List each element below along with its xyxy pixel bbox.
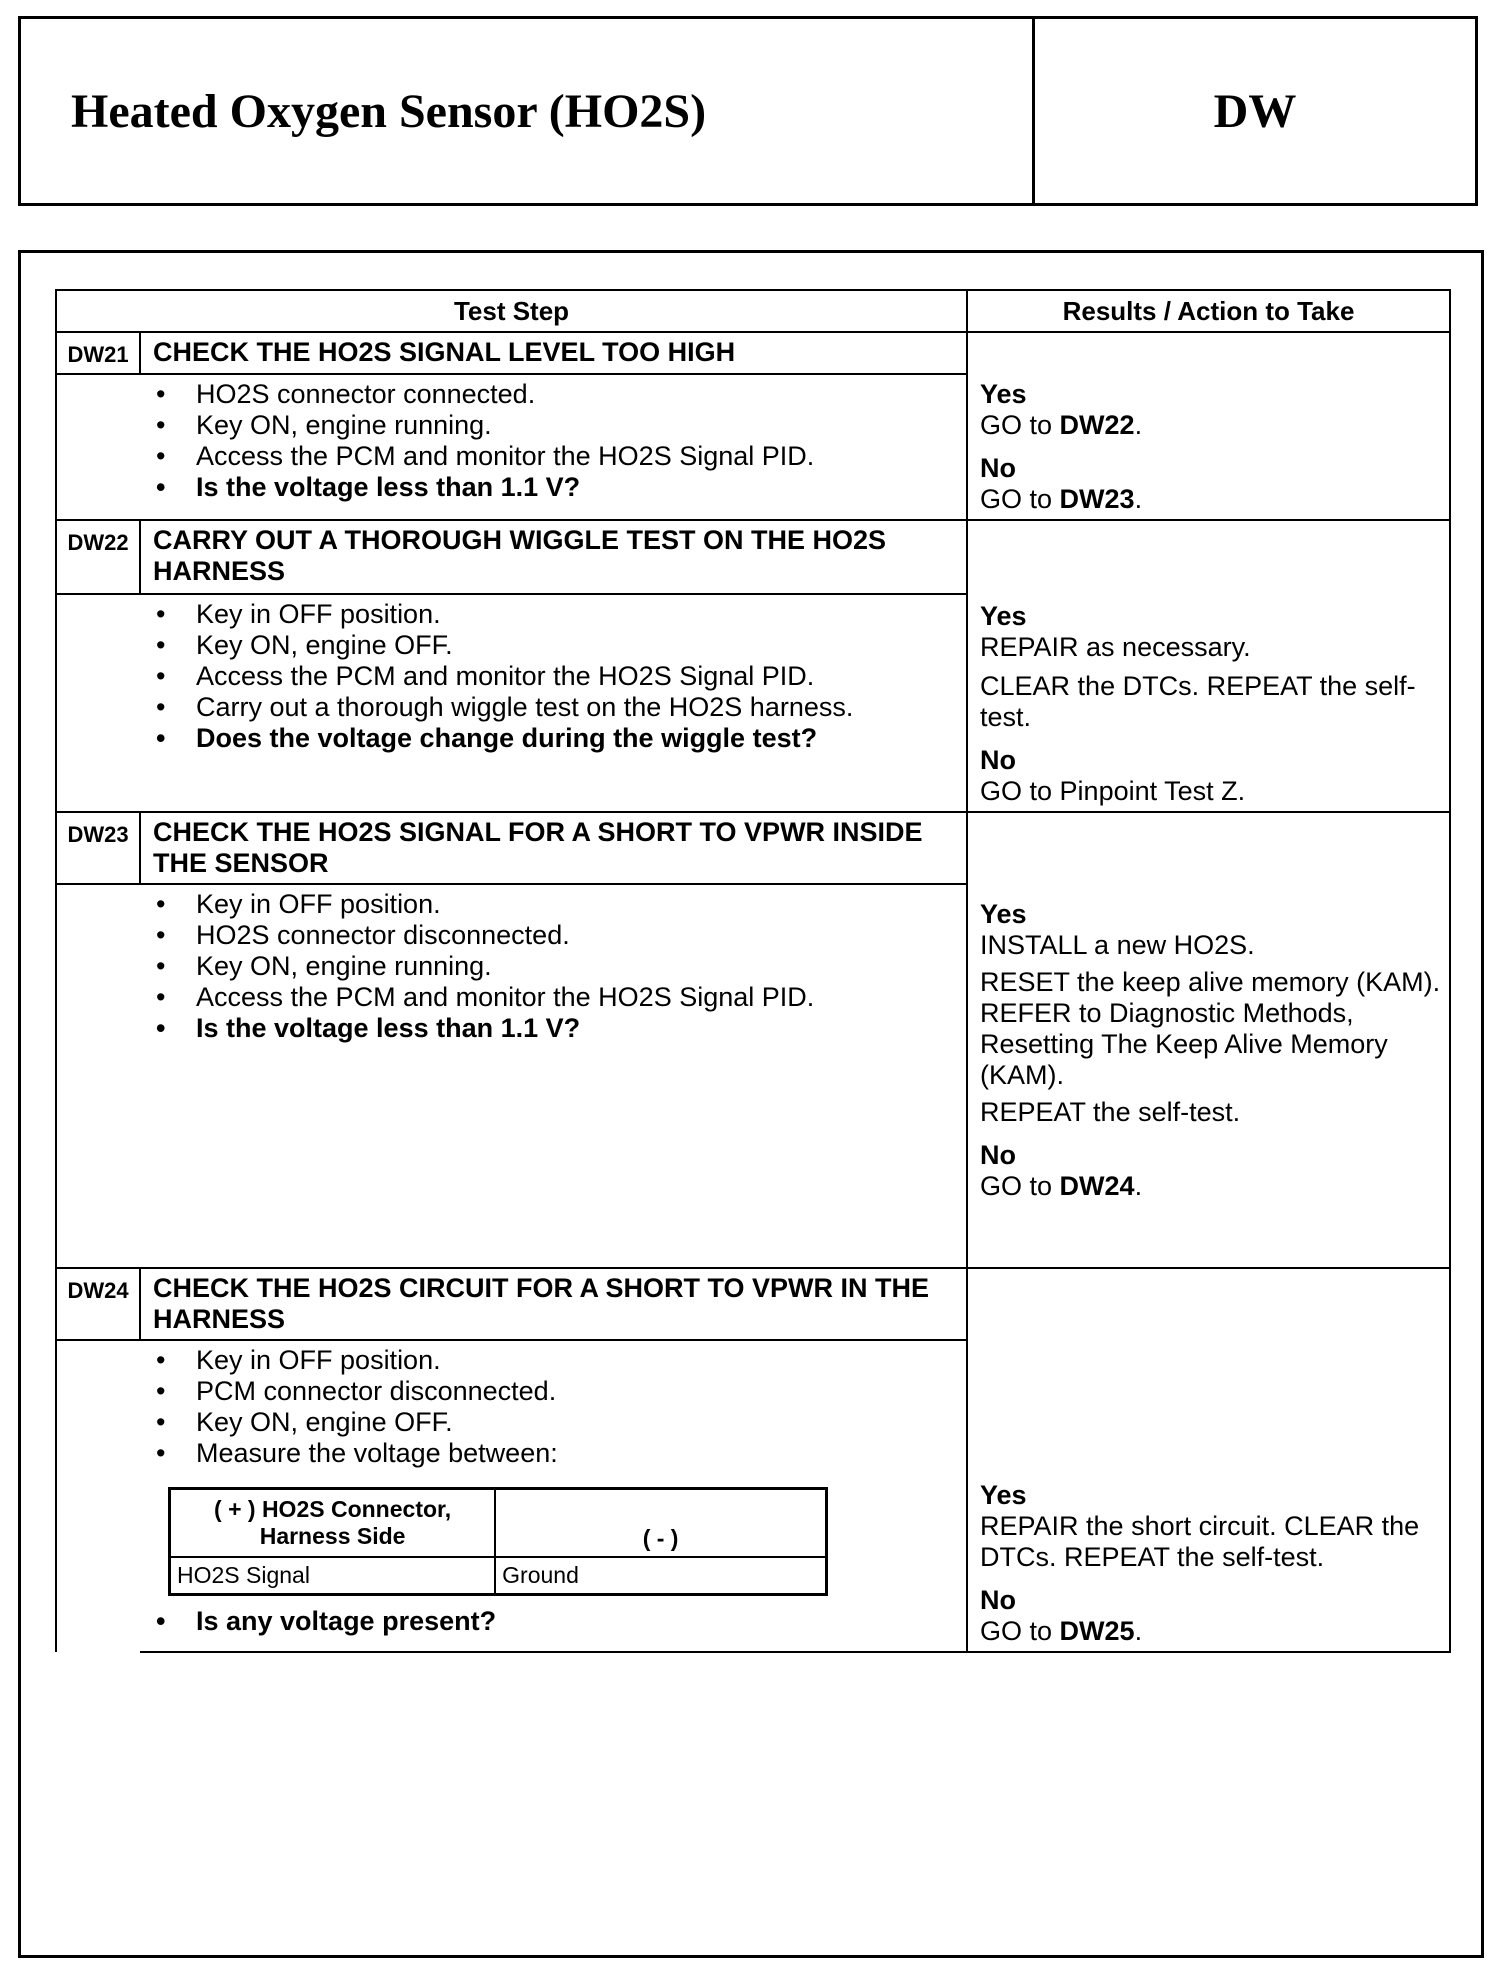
no-label: No [980, 1585, 1017, 1615]
content-frame [18, 250, 1484, 1958]
blank-cell [56, 374, 140, 520]
instruction-question: • Is the voltage less than 1.1 V? [196, 472, 956, 503]
instruction-item: • Key ON, engine running. [196, 951, 956, 982]
yes-action: RESET the keep alive memory (KAM). REFER to Diagnostic Methods, Resetting The Keep Alive Memory (KAM). [980, 967, 1441, 1090]
instruction-question: • Does the voltage change during the wiggle test? [196, 723, 956, 754]
page-header [18, 16, 1478, 206]
page-title: Heated Oxygen Sensor (HO2S) [71, 84, 707, 138]
step-instructions [140, 884, 967, 1268]
yes-action [980, 410, 1443, 441]
step-result [967, 812, 1450, 1268]
col-test-step: Test Step [56, 290, 967, 332]
no-ref: DW24 [1059, 1171, 1135, 1201]
section-code: DW [1032, 19, 1475, 203]
step-title: CARRY OUT A THOROUGH WIGGLE TEST ON THE HO2S HARNESS [140, 520, 967, 594]
instruction-item: • HO2S connector connected. [196, 379, 956, 410]
step-result [967, 332, 1450, 520]
blank-cell [56, 884, 140, 1268]
step-id: DW24 [56, 1268, 140, 1340]
no-action [980, 1616, 1443, 1647]
meas-col-positive: ( + ) HO2S Connector, Harness Side [170, 1489, 496, 1558]
step-title: CHECK THE HO2S SIGNAL FOR A SHORT TO VPWR INSIDE THE SENSOR [140, 812, 967, 884]
no-label: No [980, 1140, 1017, 1170]
measurement-table [168, 1487, 828, 1596]
instruction-question: • Is the voltage less than 1.1 V? [196, 1013, 956, 1044]
step-instructions [140, 374, 967, 520]
no-action [980, 1171, 1443, 1202]
instruction-item: • Measure the voltage between: [196, 1438, 956, 1469]
step-instructions [140, 594, 967, 812]
step-title-row [56, 520, 1450, 594]
instruction-item: • Key ON, engine OFF. [196, 630, 956, 661]
no-action: GO to Pinpoint Test Z. [980, 776, 1246, 806]
no-suffix: . [1134, 484, 1143, 514]
no-action [980, 484, 1443, 515]
yes-label: Yes [980, 601, 1027, 631]
yes-action: REPAIR as necessary. [980, 632, 1251, 662]
step-title-row [56, 332, 1450, 374]
yes-action: REPAIR the short circuit. CLEAR the DTCs. REPEAT the self-test. [980, 1511, 1420, 1572]
meas-cell-positive: HO2S Signal [170, 1557, 496, 1595]
yes-label: Yes [980, 899, 1027, 929]
instruction-item: • Key in OFF position. [196, 1345, 956, 1376]
step-title: CHECK THE HO2S SIGNAL LEVEL TOO HIGH [140, 332, 967, 374]
instruction-item: • HO2S connector disconnected. [196, 920, 956, 951]
no-prefix: GO to [980, 1616, 1060, 1646]
yes-prefix: GO to [980, 410, 1060, 440]
instruction-item: • PCM connector disconnected. [196, 1376, 956, 1407]
step-title-row [56, 812, 1450, 884]
yes-suffix: . [1134, 410, 1143, 440]
blank-cell [56, 594, 140, 812]
yes-action: CLEAR the DTCs. REPEAT the self-test. [980, 671, 1416, 732]
no-label: No [980, 453, 1017, 483]
step-instructions [140, 1340, 967, 1652]
instruction-item: • Access the PCM and monitor the HO2S Signal PID. [196, 982, 956, 1013]
step-id: DW23 [56, 812, 140, 884]
no-suffix: . [1134, 1171, 1143, 1201]
step-title: CHECK THE HO2S CIRCUIT FOR A SHORT TO VPWR IN THE HARNESS [140, 1268, 967, 1340]
instruction-item: • Key ON, engine running. [196, 410, 956, 441]
step-id: DW21 [56, 332, 140, 374]
step-title-row [56, 1268, 1450, 1340]
instruction-item: • Key in OFF position. [196, 889, 956, 920]
step-id: DW22 [56, 520, 140, 594]
instruction-item: • Key in OFF position. [196, 599, 956, 630]
instruction-item: • Carry out a thorough wiggle test on the HO2S harness. [196, 692, 956, 723]
yes-label: Yes [980, 1480, 1027, 1510]
test-step-table [55, 289, 1451, 1653]
no-ref: DW25 [1059, 1616, 1135, 1646]
instruction-item: • Access the PCM and monitor the HO2S Signal PID. [196, 441, 956, 472]
step-result [967, 1268, 1450, 1652]
meas-cell-negative: Ground [495, 1557, 826, 1595]
blank-cell [56, 1340, 140, 1652]
col-results: Results / Action to Take [967, 290, 1450, 332]
meas-col-negative: ( - ) [495, 1489, 826, 1558]
no-prefix: GO to [980, 1171, 1060, 1201]
yes-action: INSTALL a new HO2S. [980, 930, 1255, 960]
instruction-item: • Key ON, engine OFF. [196, 1407, 956, 1438]
no-label: No [980, 745, 1017, 775]
no-prefix: GO to [980, 484, 1060, 514]
step-result [967, 520, 1450, 812]
instruction-question: • Is any voltage present? [196, 1606, 956, 1637]
instruction-item: • Access the PCM and monitor the HO2S Signal PID. [196, 661, 956, 692]
no-ref: DW23 [1059, 484, 1135, 514]
yes-label: Yes [980, 379, 1027, 409]
no-suffix: . [1134, 1616, 1143, 1646]
yes-ref: DW22 [1059, 410, 1135, 440]
yes-action: REPEAT the self-test. [980, 1097, 1241, 1127]
table-header-row [56, 290, 1450, 332]
